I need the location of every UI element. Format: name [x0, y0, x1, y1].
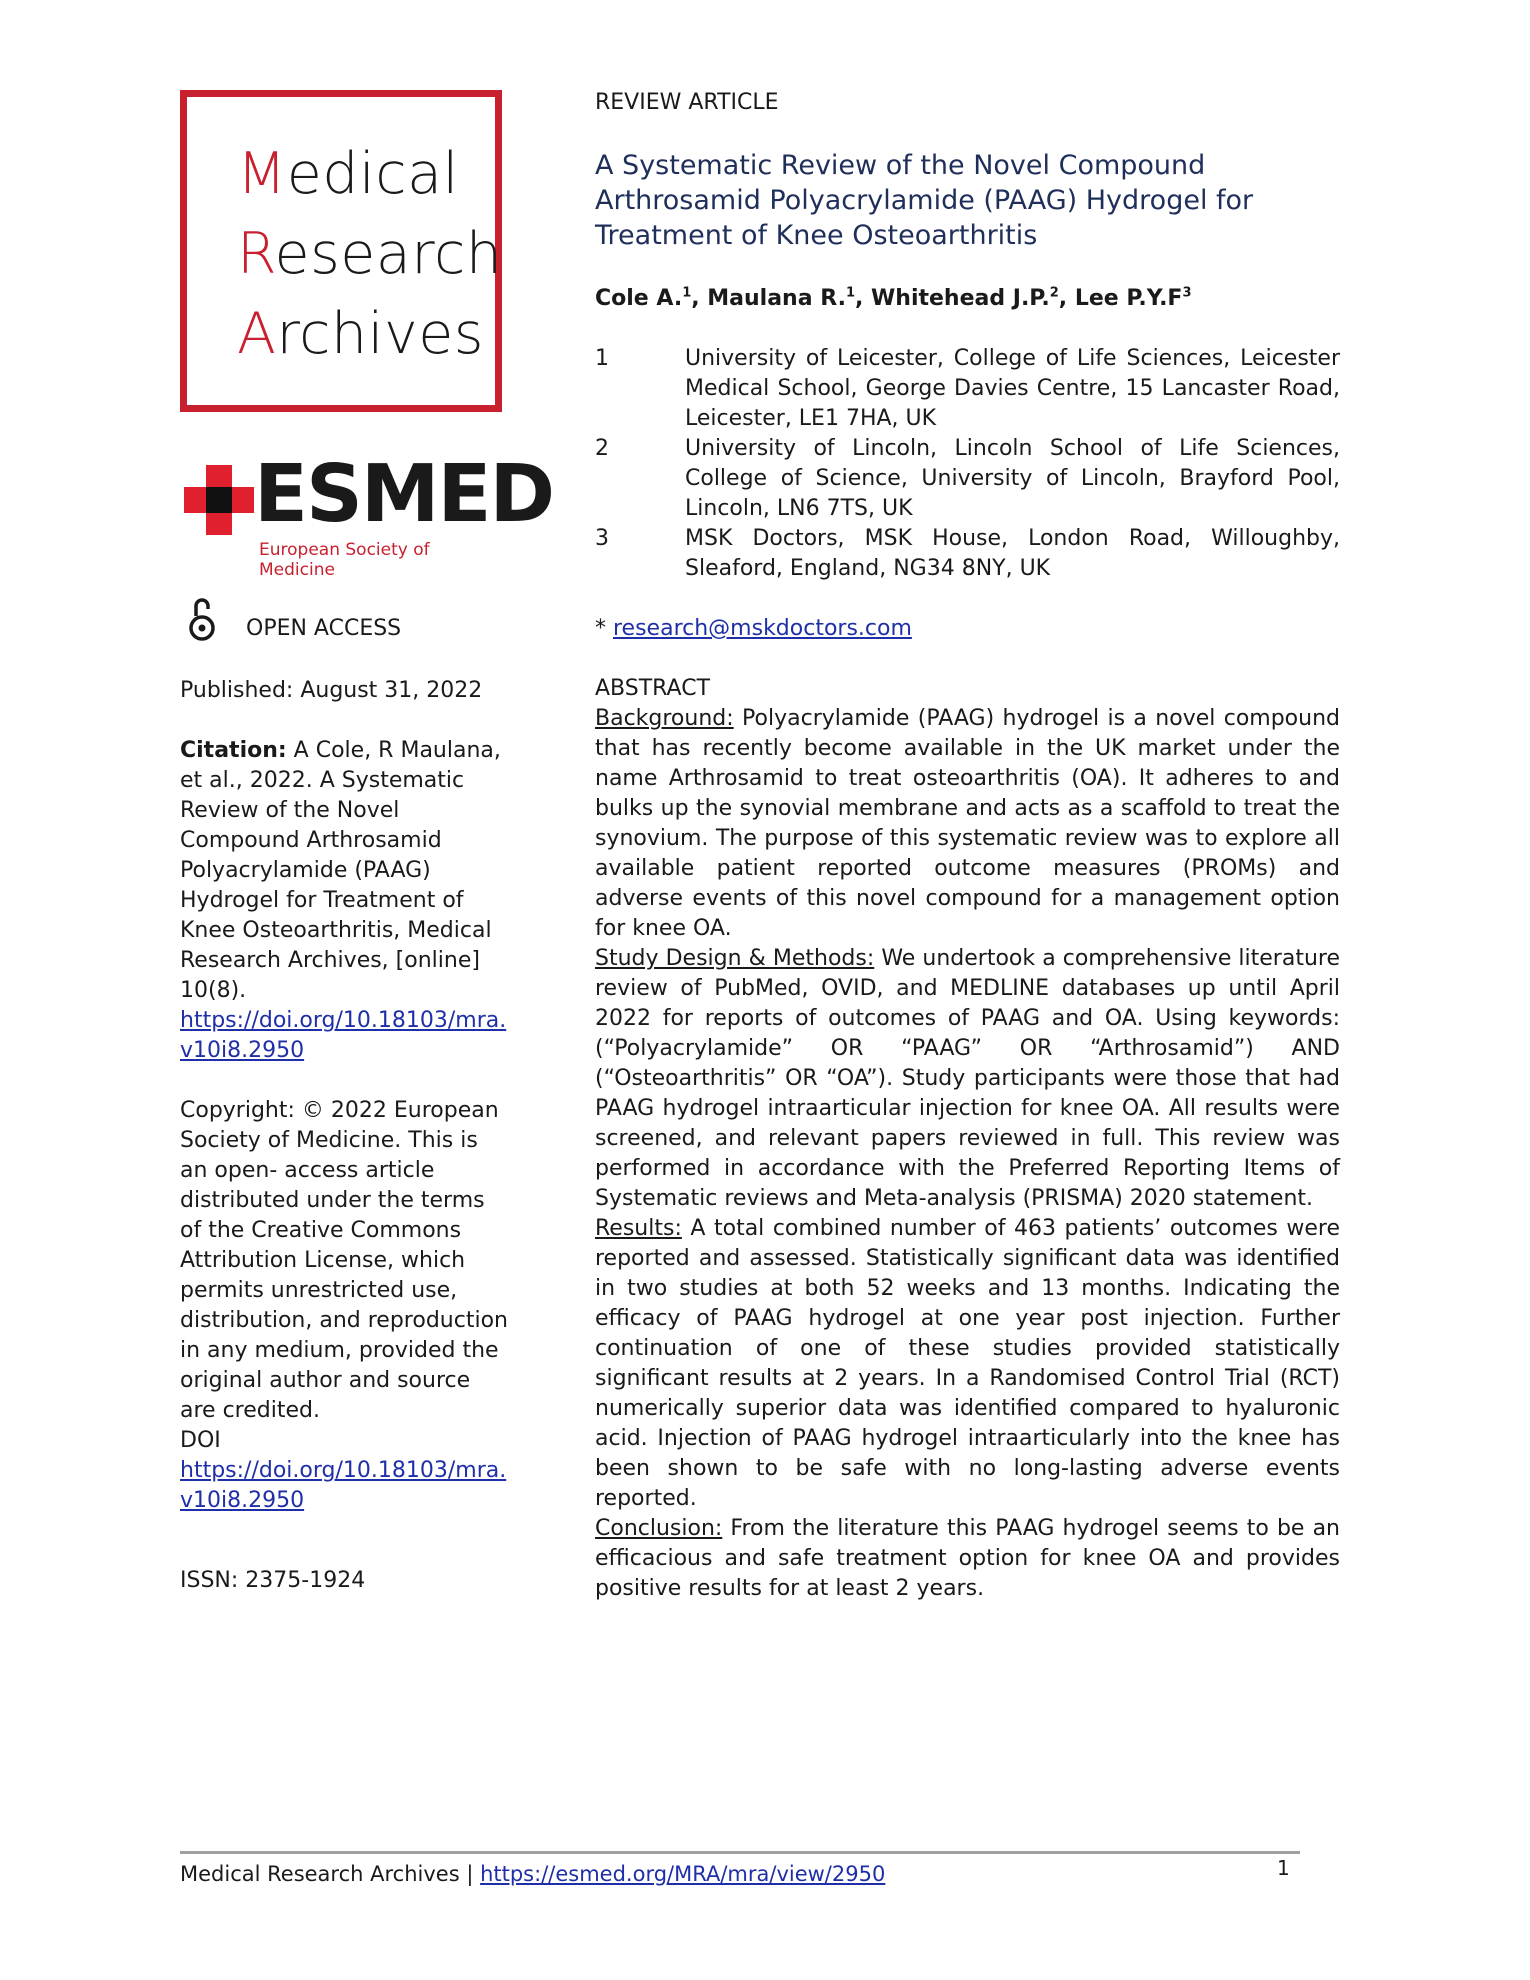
contact-email-link[interactable]: research@mskdoctors.com: [613, 616, 912, 641]
author: Cole A.$^1$,: [595, 285, 708, 311]
affiliation-text: University of Lincoln, Lincoln School of Life Sciences, College of Science, University of Lincoln, Brayford Pool, Lincoln, LN6 7TS, UK: [685, 436, 1340, 521]
author: Whitehead J.P.$^2$,: [871, 285, 1075, 311]
open-access-label: OPEN ACCESS: [246, 616, 402, 641]
copyright-text: Copyright: © 2022 European Society of Medicine. This is an open- access article distributed under the terms of the Creative Commons Attribution License, which permits unrestricted use, distribution, and reproduction in any medium, provided the original author and source are credited.: [180, 1098, 508, 1423]
copyright-doi-link[interactable]: https://doi.org/10.18103/mra.v10i8.2950: [180, 1458, 507, 1513]
footer-divider: [180, 1851, 1300, 1854]
abstract-conclusion: Conclusion: From the literature this PAAG hydrogel seems to be an efficacious and safe treatment option for knee OA and provides positive results for at least 2 years.: [595, 1516, 1340, 1601]
publisher-logo: [182, 448, 554, 580]
author: Maulana R.$^1$,: [707, 285, 872, 311]
abstract-methods: Study Design & Methods: We undertook a comprehensive literature review of PubMed, OVID, and MEDLINE databases up until April 2022 for reports of outcomes of PAAG and OA. Using keywords: (“Polyacrylamide” OR “PAAG” OR “Arthrosamid”) AND (“Osteoarthritis” OR “OA”). Study participants were those that had PAAG hydrogel intraarticular injection for knee OA. All results were screened, and relevant papers reviewed in full. This review was performed in accordance with the Preferred Reporting Items of Systematic reviews and Meta-analysis (PRISMA) 2020 statement.: [595, 946, 1341, 1211]
abstract-heading: ABSTRACT: [595, 676, 711, 701]
open-lock-icon: [188, 596, 216, 642]
citation-doi-link[interactable]: https://doi.org/10.18103/mra.v10i8.2950: [180, 1008, 507, 1063]
publisher-name: ESMED: [254, 448, 554, 540]
abstract-body: [595, 704, 1340, 1604]
journal-logo: [180, 90, 502, 412]
affiliation-number: 3: [595, 526, 609, 551]
affiliation-number: 1: [595, 346, 609, 371]
logo-line-research: Research: [237, 221, 503, 287]
issn: ISSN: 2375-1924: [180, 1568, 366, 1593]
affiliation-text: University of Leicester, College of Life Sciences, Leicester Medical School, George Davies Centre, 15 Lancaster Road, Leicester, LE1 7HA, UK: [685, 346, 1340, 431]
published-date: Published: August 31, 2022: [180, 678, 483, 703]
corresponding-contact: * research@mskdoctors.com: [595, 616, 912, 641]
abstract-results: Results: A total combined number of 463 patients’ outcomes were reported and assessed. Statistically significant data was identified in two studies at both 52 weeks and 13 months. Indicating the efficacy of PAAG hydrogel at one year post injection. Further continuation of one of these studies provided statistically significant results at 2 years. In a Randomised Control Trial (RCT) numerically superior data was identified compared to hyaluronic acid. Injection of PAAG hydrogel intraarticularly into the knee has been shown to be safe with no long-lasting adverse events reported.: [595, 1216, 1340, 1511]
logo-line-medical: Medical: [237, 141, 459, 207]
citation-block: [180, 736, 510, 1066]
medical-cross-icon: [184, 465, 254, 535]
copyright-block: [180, 1096, 510, 1516]
citation-text: A Cole, R Maulana, et al., 2022. A Systematic Review of the Novel Compound Arthrosamid Polyacrylamide (PAAG) Hydrogel for Treatment of Knee Osteoarthritis, Medical Research Archives, [online] 10(8).: [180, 738, 501, 1003]
article-type: REVIEW ARTICLE: [595, 90, 779, 115]
open-access-badge: [180, 596, 500, 646]
doi-label: DOI: [180, 1428, 221, 1453]
footer: [180, 1862, 885, 1886]
abstract-background: Background: Polyacrylamide (PAAG) hydrogel is a novel compound that has recently become available in the UK market under the name Arthrosamid to treat osteoarthritis (OA). It adheres to and bulks up the synovial membrane and acts as a scaffold to treat the synovium. The purpose of this systematic review was to explore all available patient reported outcome measures (PROMs) and adverse events of this novel compound for a management option for knee OA.: [595, 706, 1340, 941]
logo-line-archives: Archives: [237, 301, 484, 367]
footer-article-link[interactable]: https://esmed.org/MRA/mra/view/2950: [480, 1862, 886, 1886]
citation-label: Citation:: [180, 738, 287, 763]
affiliation-number: 2: [595, 436, 609, 461]
affiliation-text: MSK Doctors, MSK House, London Road, Willoughby, Sleaford, England, NG34 8NY, UK: [685, 526, 1340, 581]
publisher-subtitle: European Society of Medicine: [259, 540, 430, 580]
page-number: 1: [1277, 1856, 1290, 1880]
article-title: A Systematic Review of the Novel Compound Arthrosamid Polyacrylamide (PAAG) Hydrogel for Treatment of Knee Osteoarthritis: [595, 150, 1254, 251]
author: Lee $P.Y.F^3$: [1074, 285, 1192, 311]
footer-journal: Medical Research Archives |: [180, 1862, 481, 1886]
author-list: [595, 284, 1340, 314]
